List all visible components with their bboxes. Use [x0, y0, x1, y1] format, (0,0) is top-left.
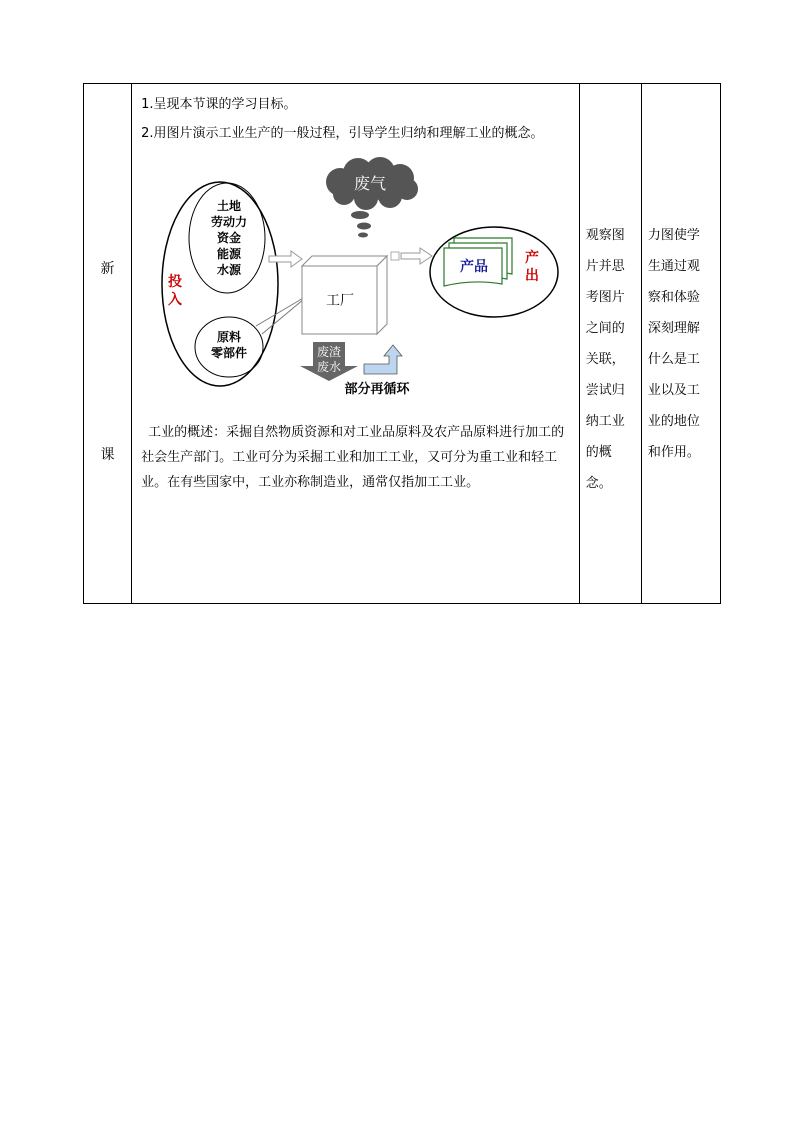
lesson-table — [83, 83, 721, 604]
waste-label-2: 废水 — [317, 360, 342, 374]
waste-arrow — [300, 342, 358, 381]
material-item-2: 零部件 — [211, 346, 248, 360]
waste-label-1: 废渣 — [317, 345, 342, 359]
teaching-content-cell — [132, 84, 580, 604]
input-item-5: 水源 — [217, 263, 242, 277]
input-side-char-2: 入 — [168, 292, 183, 308]
product-sheets — [444, 238, 512, 286]
input-item-1: 土地 — [217, 199, 242, 213]
input-item-2: 劳动力 — [211, 215, 248, 229]
input-item-3: 资金 — [217, 231, 242, 245]
student-activity-text: 观察图片并思考图片之间的关联，尝试归纳工业的概念。 — [585, 228, 625, 491]
input-side-char-1: 投 — [168, 274, 183, 290]
section-label-char-1: 新 — [100, 261, 115, 277]
demonstration-line: 2.用图片演示工业生产的一般过程，引导学生归纳和理解工业的概念。 — [141, 126, 544, 141]
exhaust-cloud — [326, 157, 418, 238]
exhaust-label: 废气 — [354, 174, 387, 193]
industry-definition: 工业的概述：采掘自然物质资源和对工业品原料及农产品原料进行加工的社会生产部门。工业可分为采掘工业和加工工业，又可分为重工业和轻工业。在有些国家中，工业亦称制造业，通常仅指加工工业。 — [141, 425, 565, 490]
recycle-label: 部分再循环 — [344, 382, 410, 397]
recycle-arrow — [364, 345, 402, 374]
factory-label: 工厂 — [326, 293, 355, 309]
input-arrow — [269, 251, 302, 267]
student-activity-cell — [579, 84, 641, 604]
input-item-4: 能源 — [217, 247, 242, 261]
industry-process-diagram — [152, 156, 572, 396]
output-side-char-2: 出 — [525, 268, 540, 284]
factory-box — [302, 256, 387, 334]
product-label: 产品 — [460, 259, 489, 275]
design-intent-cell — [641, 84, 720, 604]
design-intent-text: 力图使学生通过观察和体验深刻理解什么是工业以及工业的地位和作用。 — [647, 228, 700, 460]
objective-line: 1.呈现本节课的学习目标。 — [141, 97, 297, 112]
output-side-char-1: 产 — [525, 250, 540, 266]
section-label-cell — [84, 84, 132, 604]
material-item-1: 原料 — [217, 330, 242, 344]
section-label-char-2: 课 — [100, 447, 115, 463]
output-arrow — [391, 248, 432, 264]
